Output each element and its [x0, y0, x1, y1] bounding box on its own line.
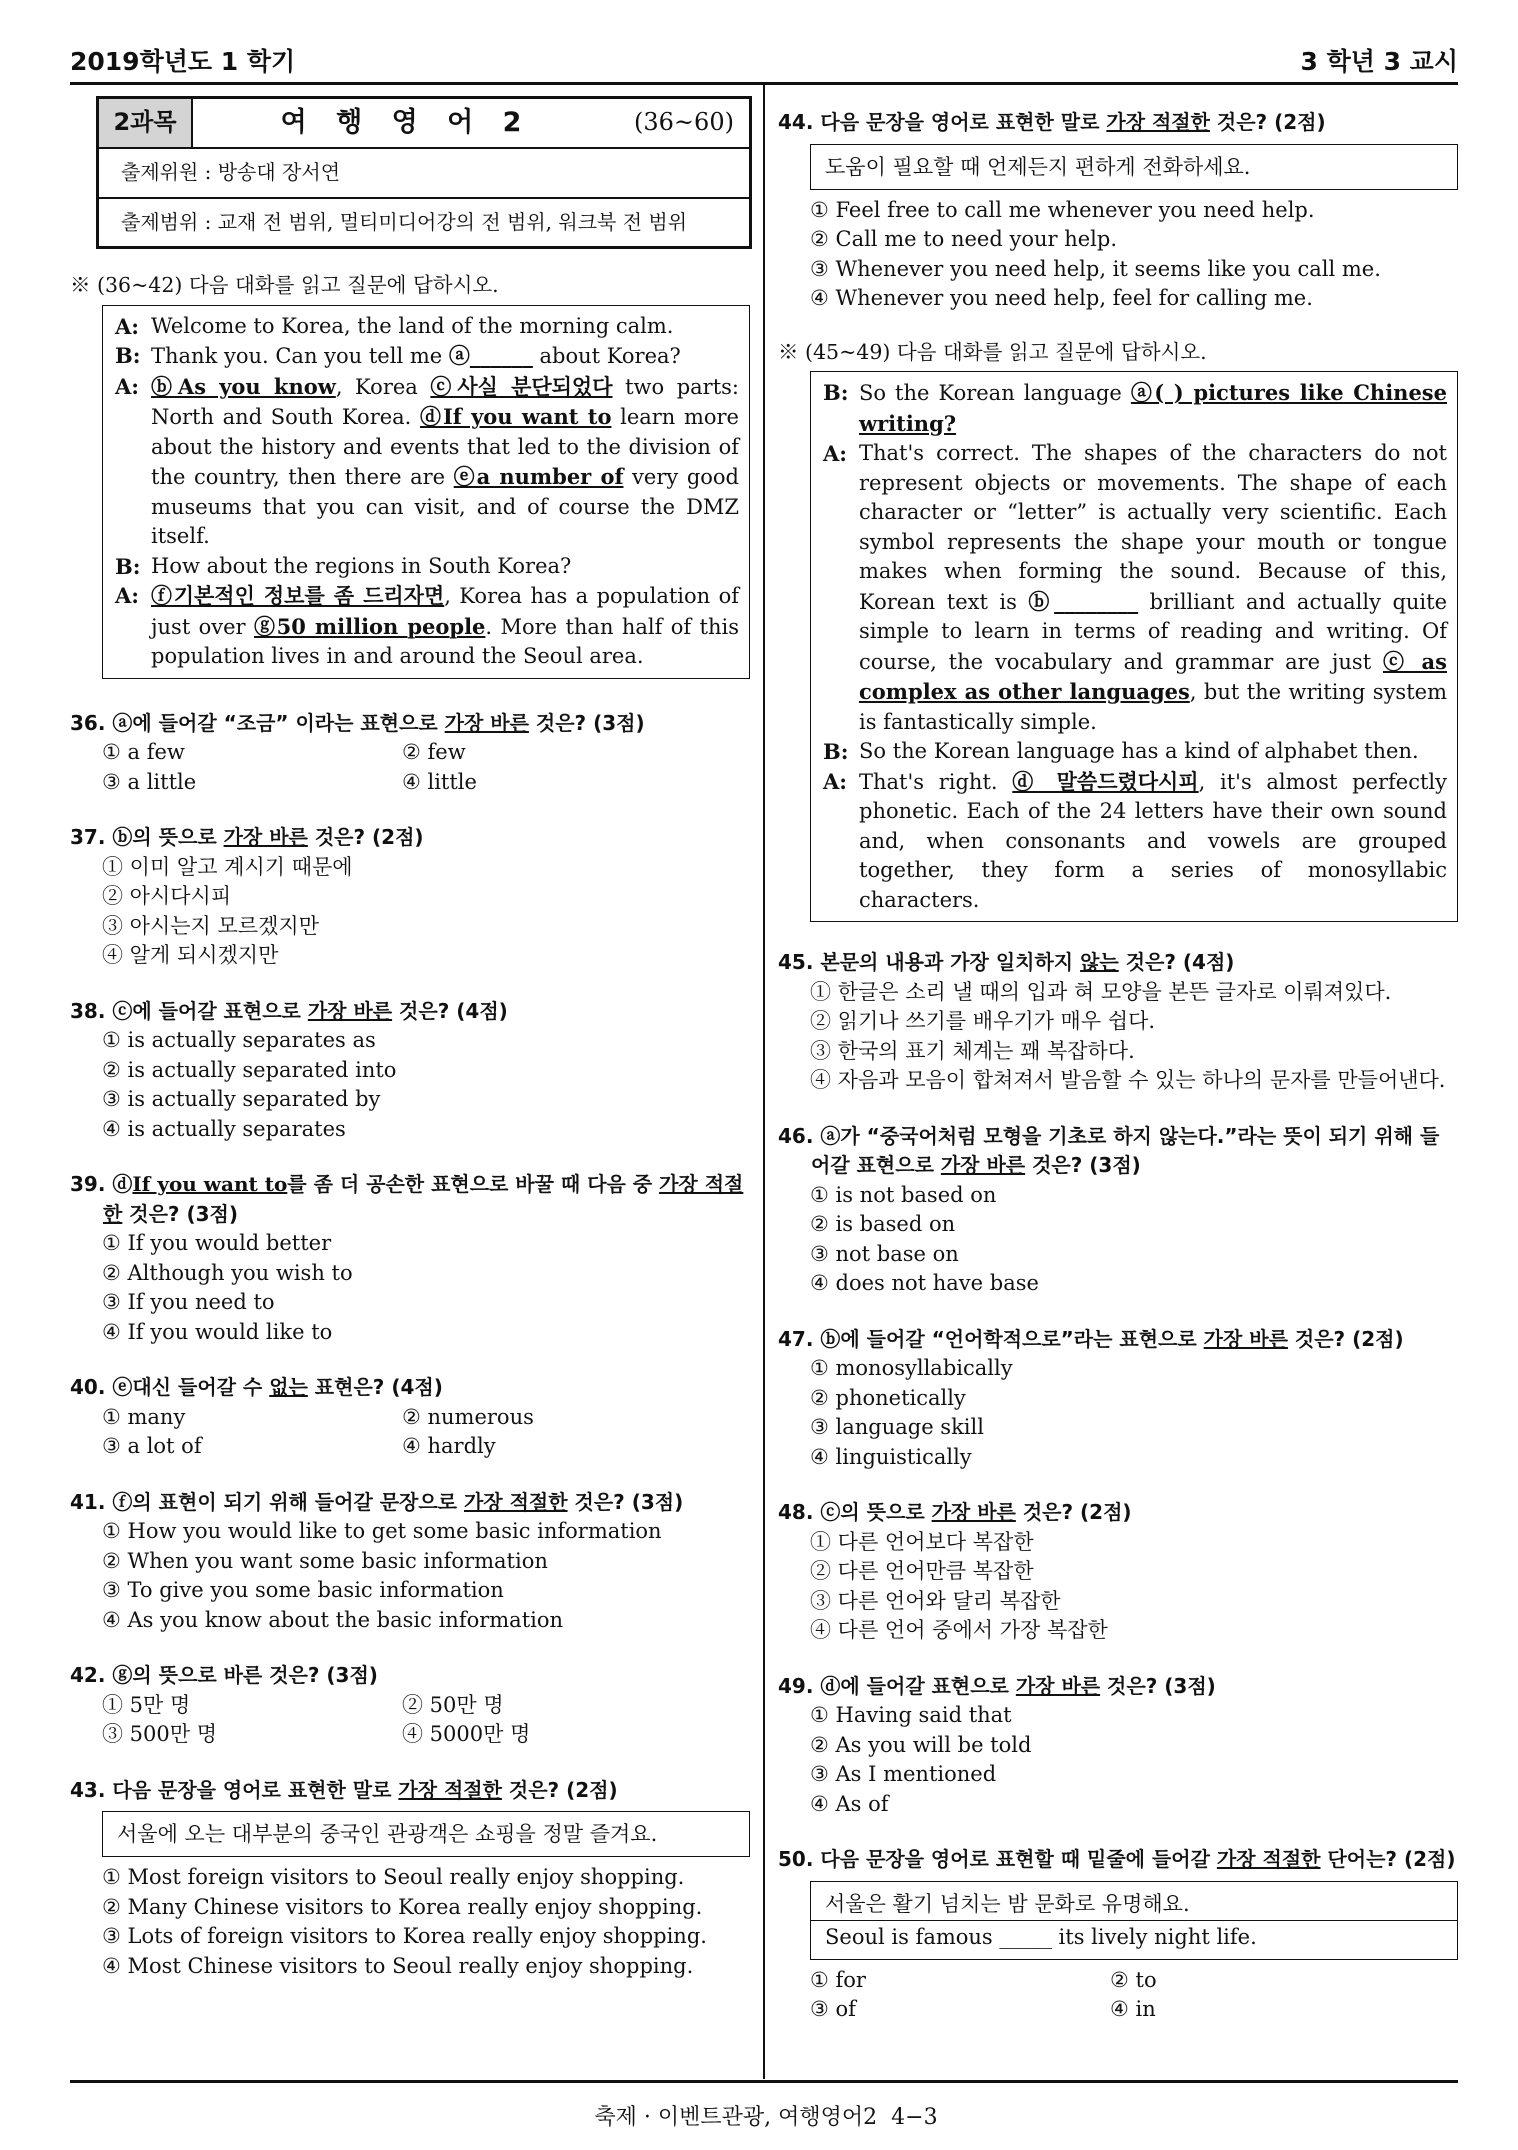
question-44: 44. 다음 문장을 영어로 표현한 말로 가장 적절한 것은? (2점) 도움이 필요할 때 언제든지 편하게 전화하세요. ① Feel free to call me whenever you need help. ② Call me to need your help. ③ Whenever you need help, it seems like you call me. ④ Whenever you need help, feel for calling me. — [778, 108, 1458, 314]
option[interactable]: ④ little — [402, 769, 477, 794]
scope-line: 출제범위 : 교재 전 범위, 멀티미디어강의 전 범위, 워크북 전 범위 — [99, 197, 749, 247]
option[interactable]: ① is not based on — [810, 1182, 997, 1207]
column-divider — [763, 84, 765, 2079]
option[interactable]: ④ linguistically — [810, 1444, 972, 1469]
marker-d: ⓓIf you want to — [420, 404, 612, 429]
marker-f: ⓕ기본적인 정보를 좀 드리자면 — [151, 583, 445, 608]
option[interactable]: ③ As I mentioned — [810, 1762, 997, 1786]
question-37: 37. ⓑ의 뜻으로 가장 바른 것은? (2점) ① 이미 알고 계시기 때문에 ② 아시다시피 ③ 아시는지 모르겠지만 ④ 알게 되시겠지만 — [70, 823, 750, 971]
marker-c: ⓒ as complex as other languages — [859, 648, 1447, 704]
option[interactable]: ③ is actually separated by — [102, 1087, 381, 1111]
marker-e: ⓔa number of — [453, 464, 624, 489]
marker-c: ⓒ사실 분단되었다 — [430, 373, 613, 399]
blank-a: ⓐ______ — [448, 343, 533, 368]
left-column — [70, 96, 750, 1981]
option[interactable]: ③ 다른 언어와 달리 복잡한 — [810, 1588, 1061, 1613]
option[interactable]: ③ If you need to — [102, 1290, 275, 1314]
option[interactable]: ② is actually separated into — [102, 1057, 397, 1082]
option[interactable]: ④ does not have base — [810, 1271, 1039, 1295]
question-42: 42. ⓖ의 뜻으로 바른 것은? (3점) ① 5만 명 ② 50만 명 ③ 500만 명 ④ 5000만 명 — [70, 1661, 750, 1750]
option[interactable]: ④ 다른 언어 중에서 가장 복잡한 — [810, 1618, 1108, 1642]
option[interactable]: ③ not base on — [810, 1241, 959, 1266]
blank-b: ⓑ________ — [1028, 588, 1139, 614]
option[interactable]: ② When you want some basic information — [102, 1548, 548, 1573]
marker-g: ⓖ50 million people — [253, 613, 486, 639]
option[interactable]: ④ As of — [810, 1791, 889, 1816]
option[interactable]: ③ of — [810, 1997, 856, 2021]
grade-period-label: 3 학년 3 교시 — [1300, 47, 1458, 76]
korean-sentence-box: 서울에 오는 대부분의 중국인 관광객은 쇼핑을 정말 즐겨요. — [102, 1811, 750, 1857]
option[interactable]: ③ language skill — [810, 1415, 984, 1439]
subject-name: 여 행 영 어 2 — [280, 107, 532, 139]
option[interactable]: ① monosyllabically — [810, 1356, 1013, 1380]
sentence-box: 서울은 활기 넘치는 밤 문화로 유명해요. Seoul is famous _____ its lively night life. — [810, 1881, 1458, 1960]
question-39: 39. ⓓIf you want to를 좀 더 공손한 표현으로 바꿀 때 다음 중 가장 적절한 것은? (3점) ① If you would better ② Although you wish to ③ If you need to ④ If you would like to — [70, 1170, 750, 1347]
option[interactable]: ① a few — [102, 740, 185, 764]
page-number: 4−3 — [891, 2105, 938, 2130]
option[interactable]: ② few — [402, 740, 466, 764]
right-column — [778, 108, 1458, 2025]
option[interactable]: ① many — [102, 1404, 186, 1429]
question-46: 46. ⓐ가 “중국어처럼 모형을 기초로 하지 않는다.”라는 뜻이 되기 위해 들어갈 표현으로 가장 바른 것은? (3점) ① is not based on ② is based on ③ not base on ④ does not have base — [778, 1122, 1458, 1299]
marker-d: ⓓ 말씀드렸다시피 — [1012, 768, 1199, 794]
author-line: 출제위원 : 방송대 장서연 — [121, 160, 341, 184]
option[interactable]: ③ a little — [102, 769, 197, 794]
option[interactable]: ④ is actually separates — [102, 1116, 346, 1141]
question-47: 47. ⓑ에 들어갈 “언어학적으로”라는 표현으로 가장 바른 것은? (2점) ① monosyllabically ② phonetically ③ language skill ④ linguistically — [778, 1325, 1458, 1473]
marker-a: ⓐ( ) pictures like Chinese writing? — [859, 380, 1447, 436]
option[interactable]: ② 50만 명 — [402, 1692, 504, 1717]
footer-title: 축제 · 이벤트관광, 여행영어2 — [594, 2105, 878, 2130]
option[interactable]: ② Although you wish to — [102, 1260, 353, 1285]
option[interactable]: ③ Lots of foreign visitors to Korea really enjoy shopping. — [102, 1924, 707, 1948]
option[interactable]: ③ 아시는지 모르겠지만 — [102, 913, 319, 938]
option[interactable]: ② As you will be told — [810, 1732, 1032, 1757]
question-38: 38. ⓒ에 들어갈 표현으로 가장 바른 것은? (4점) ① is actually separates as ② is actually separated into ③ is actually separated by ④ is actually separates — [70, 997, 750, 1145]
question-43: 43. 다음 문장을 영어로 표현한 말로 가장 적절한 것은? (2점) 서울에 오는 대부분의 중국인 관광객은 쇼핑을 정말 즐겨요. ① Most foreign visitors to Seoul really enjoy shopping. ② Many Chinese visitors to Korea really enjoy shopping. ③ Lots of foreign visitors to Korea really enjoy shopping. ④ Most Chinese visitors to Seoul really enjoy shopping. — [70, 1776, 750, 1982]
option[interactable]: ② numerous — [402, 1404, 534, 1429]
question-36: 36. ⓐ에 들어갈 “조금” 이라는 표현으로 가장 바른 것은? (3점) ① a few ② few ③ a little ④ little — [70, 709, 750, 798]
option[interactable]: ① 다른 언어보다 복잡한 — [810, 1529, 1034, 1554]
option[interactable]: ② 다른 언어만큼 복잡한 — [810, 1559, 1034, 1583]
page-footer — [0, 2100, 1518, 2131]
subject-box — [96, 96, 752, 249]
marker-b: ⓑAs you know — [151, 373, 336, 399]
question-45: 45. 본문의 내용과 가장 일치하지 않는 것은? (4점) ① 한글은 소리 낼 때의 입과 혀 모양을 본뜬 글자로 이뤄져있다. ② 읽기나 쓰기를 배우기가 매우 쉽다. ③ 한국의 표기 체계는 꽤 복잡하다. ④ 자음과 모음이 합쳐져서 발음할 수 있는 하나의 문자를 만들어낸다. — [778, 948, 1458, 1096]
option[interactable]: ② 읽기나 쓰기를 배우기가 매우 쉽다. — [810, 1009, 1156, 1033]
option[interactable]: ④ Most Chinese visitors to Seoul really enjoy shopping. — [102, 1953, 694, 1978]
bottom-rule — [70, 2080, 1458, 2083]
option[interactable]: ② 아시다시피 — [102, 884, 232, 908]
option[interactable]: ① 5만 명 — [102, 1692, 191, 1717]
option[interactable]: ① 한글은 소리 낼 때의 입과 혀 모양을 본뜬 글자로 이뤄져있다. — [810, 979, 1392, 1004]
option[interactable]: ① Feel free to call me whenever you need help. — [810, 197, 1315, 222]
option[interactable]: ③ To give you some basic information — [102, 1578, 504, 1602]
option[interactable]: ② Many Chinese visitors to Korea really enjoy shopping. — [102, 1894, 703, 1919]
option[interactable]: ② is based on — [810, 1212, 956, 1236]
korean-sentence-box: 도움이 필요할 때 언제든지 편하게 전화하세요. — [810, 144, 1458, 190]
option[interactable]: ④ 5000만 명 — [402, 1722, 531, 1746]
option[interactable]: ④ 알게 되시겠지만 — [102, 943, 279, 967]
option[interactable]: ② Call me to need your help. — [810, 227, 1118, 251]
option[interactable]: ① for — [810, 1967, 866, 1992]
question-50: 50. 다음 문장을 영어로 표현할 때 밑줄에 들어갈 가장 적절한 단어는? (2점) 서울은 활기 넘치는 밤 문화로 유명해요. Seoul is famous _____ its lively night life. ① for ② to ③ of ④ in — [778, 1845, 1458, 2025]
dialog-box-1: A: Welcome to Korea, the land of the morning calm. B: Thank you. Can you tell me ⓐ______ about Korea? A: ⓑAs you know, Korea ⓒ사실 분단되었다 two parts: North and South Korea. ⓓIf you want to learn more about the history and events that led to the division of the country, then there are ⓔa number of very good museums that you can visit, and of course the DMZ itself. B: How about the regions in South Korea? A: ⓕ기본적인 정보를 좀 드리자면, Korea has a population of just over ⓖ50 million people. More than half of this population lives in and around the Seoul area. — [102, 305, 750, 679]
option[interactable]: ② to — [1110, 1967, 1157, 1992]
option[interactable]: ① How you would like to get some basic information — [102, 1519, 662, 1543]
option[interactable]: ③ Whenever you need help, it seems like you call me. — [810, 256, 1381, 281]
option[interactable]: ④ Whenever you need help, feel for calling me. — [810, 286, 1313, 310]
option[interactable]: ① is actually separates as — [102, 1028, 376, 1052]
question-40: 40. ⓔ대신 들어갈 수 없는 표현은? (4점) ① many ② numerous ③ a lot of ④ hardly — [70, 1373, 750, 1462]
option[interactable]: ② phonetically — [810, 1385, 966, 1410]
option[interactable]: ① If you would better — [102, 1231, 332, 1255]
option[interactable]: ④ hardly — [402, 1434, 496, 1458]
option[interactable]: ① 이미 알고 계시기 때문에 — [102, 854, 353, 879]
question-range: (36~60) — [634, 108, 734, 137]
instruction-45-49: ※ (45~49) 다음 대화를 읽고 질문에 답하시오. — [778, 339, 1207, 364]
option[interactable]: ① Having said that — [810, 1703, 1012, 1727]
option[interactable]: ④ As you know about the basic information — [102, 1607, 564, 1632]
option[interactable]: ④ 자음과 모음이 합쳐져서 발음할 수 있는 하나의 문자를 만들어낸다. — [810, 1068, 1446, 1092]
option[interactable]: ③ 한국의 표기 체계는 꽤 복잡하다. — [810, 1038, 1135, 1063]
option[interactable]: ① Most foreign visitors to Seoul really enjoy shopping. — [102, 1865, 685, 1889]
question-49: 49. ⓓ에 들어갈 표현으로 가장 바른 것은? (3점) ① Having said that ② As you will be told ③ As I mentioned ④ As of — [778, 1672, 1458, 1820]
semester-label: 2019학년도 1 학기 — [70, 47, 296, 76]
question-41: 41. ⓕ의 표현이 되기 위해 들어갈 문장으로 가장 적절한 것은? (3점) ① How you would like to get some basic information ② When you want some basic information ③ To give you some basic information ④ As you know about the basic information — [70, 1488, 750, 1636]
dialog-box-2: B: So the Korean language ⓐ( ) pictures like Chinese writing? A: That's correct. The shapes of the characters do not represent objects or movements. The shape of each character or “letter” is actually very scientific. Each symbol represents the shape your mouth or tongue makes when forming the sound. Because of this, Korean text is ⓑ________ brilliant and actually quite simple to learn in terms of reading and writing. Of course, the vocabulary and grammar are just ⓒ as complex as other languages, but the writing system is fantastically simple. B: So the Korean language has a kind of alphabet then. A: That's right. ⓓ 말씀드렸다시피, it's almost perfectly phonetic. Each of the 24 letters have their own sound and, when consonants and vowels are grouped together, they form a series of monosyllabic characters. — [810, 371, 1458, 922]
question-48: 48. ⓒ의 뜻으로 가장 바른 것은? (2점) ① 다른 언어보다 복잡한 ② 다른 언어만큼 복잡한 ③ 다른 언어와 달리 복잡한 ④ 다른 언어 중에서 가장 복잡한 — [778, 1498, 1458, 1646]
page-header — [70, 42, 1458, 82]
option[interactable]: ③ 500만 명 — [102, 1722, 218, 1746]
subject-code: 2과목 — [99, 99, 193, 147]
option[interactable]: ④ If you would like to — [102, 1319, 333, 1344]
instruction-36-42: ※ (36~42) 다음 대화를 읽고 질문에 답하시오. — [70, 273, 499, 297]
option[interactable]: ③ a lot of — [102, 1434, 202, 1458]
option[interactable]: ④ in — [1110, 1997, 1156, 2021]
